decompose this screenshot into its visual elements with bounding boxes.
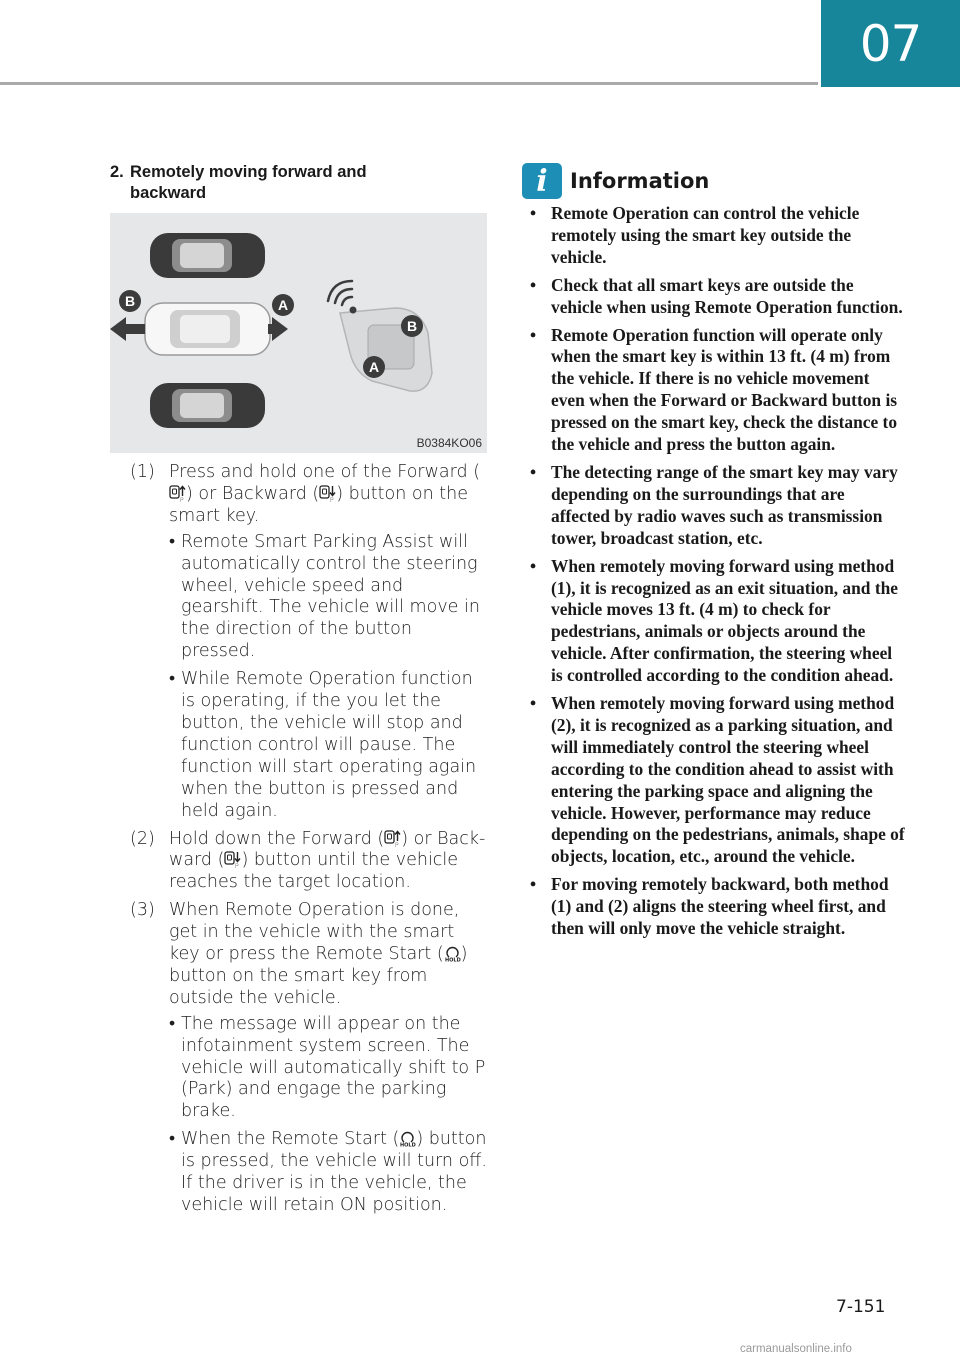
backward-arrow bbox=[110, 317, 145, 341]
list-item-text: When remotely moving forward using method (1), it is recognized as an exit situation, and the vehicle moves 13 ft. (4 m) to check for pedestrians, animals or objects around the vehicle. After confirmation, the steering wheel is controlled according to the condition ahead. bbox=[551, 555, 899, 686]
item-text: Press and hold one of the Forward ( bbox=[169, 462, 481, 482]
sub-bullet: • The message will appear on the infotainment system screen. The vehicle will automatically shift to P (Park) and engage the parking brake. bbox=[169, 1013, 486, 1122]
sub-bullet-text: While Remote Operation function is operating, if the you let the button, the vehicle will stop and function control will pause. The function will start operating again when the button is pressed and held again. bbox=[181, 669, 477, 821]
remote-parking-illustration bbox=[110, 213, 487, 453]
list-item: • When remotely moving forward using method (2), it is recognized as a parking situation, and will immediately control the steering wheel according to the condition ahead to assist with entering the parking space and aligning the vehicle. However, performance may reduce depending on the pedestrians, animals, shape of objects, location, etc., around the vehicle. bbox=[530, 693, 905, 867]
list-item: • Remote Operation can control the vehicle remotely using the smart key outside the vehicle. bbox=[530, 203, 860, 267]
svg-text:P: P bbox=[395, 841, 399, 847]
list-item-text: Remote Operation function will operate only when the smart key is within 13 ft. (4 m) from the vehicle. If there is no vehicle movement even when the Forward or Backward button is pressed on the smart key, check the distance to the vehicle and press the button again. bbox=[551, 324, 898, 455]
signal-waves-icon bbox=[328, 281, 357, 314]
svg-text:B: B bbox=[406, 318, 418, 334]
list-item-text: When remotely moving forward using method (2), it is recognized as a parking situation, and will immediately control the steering wheel according to the condition ahead to assist with entering the parking space and aligning the vehicle. However, performance may reduce depending on the pedestrians, animals, shape of objects, location, etc., around the vehicle. bbox=[551, 693, 905, 867]
information-list bbox=[530, 203, 905, 946]
information-title: Information bbox=[570, 169, 710, 193]
page-number: 7-151 bbox=[836, 1297, 886, 1317]
item-number: (1) bbox=[130, 462, 155, 482]
list-item-text: For moving remotely backward, both method (1) and (2) aligns the steering wheel first, and then will only move the vehicle straight. bbox=[551, 874, 889, 939]
forward-arrow bbox=[268, 317, 288, 341]
procedure-steps bbox=[130, 462, 490, 1223]
sub-bullet-text: Remote Smart Parking Assist will automatically control the steering wheel, vehicle speed and gearshift. The vehicle will move in the direction of the button pressed. bbox=[181, 531, 480, 662]
backward-park-icon bbox=[224, 850, 241, 868]
backward-park-icon bbox=[319, 484, 336, 502]
header-rule bbox=[0, 82, 818, 85]
svg-text:A: A bbox=[277, 297, 289, 313]
svg-text:P: P bbox=[235, 863, 240, 869]
sub-bullet-text: ) button is pressed, the vehicle will turn off. If the driver is in the vehicle, the vehicle will retain ON position. bbox=[181, 1129, 487, 1215]
item-text: ) button on the smart key from outside the vehicle. bbox=[169, 944, 468, 1008]
chapter-tab: 07 bbox=[821, 0, 960, 87]
item-text: ) button until the vehicle reaches the target location. bbox=[169, 850, 459, 893]
item-text: ) or Back-ward ( bbox=[169, 828, 486, 871]
marker-b-car bbox=[119, 290, 141, 312]
marker-b-key bbox=[401, 315, 423, 337]
sub-bullet-text: When the Remote Start ( bbox=[181, 1129, 400, 1150]
remote-start-hold-icon bbox=[399, 1129, 416, 1147]
list-item: • For moving remotely backward, both method (1) and (2) aligns the steering wheel first, and then will only move the vehicle straight. bbox=[530, 874, 889, 939]
marker-a-car bbox=[272, 294, 294, 316]
svg-text:B: B bbox=[124, 293, 136, 309]
svg-text:A: A bbox=[368, 359, 380, 375]
figure-code: B0384KO06 bbox=[416, 436, 482, 450]
sub-bullet: • While Remote Operation function is operating, if the you let the button, the vehicle will stop and function control will pause. The function will start operating again when the button is pressed and held again. bbox=[169, 669, 477, 821]
list-item-text: Check that all smart keys are outside the vehicle when using Remote Operation function. bbox=[551, 274, 903, 317]
list-item: • The detecting range of the smart key may vary depending on the surroundings that are affected by radio waves such as transmission tower, broadcast station, etc. bbox=[530, 461, 898, 548]
information-icon: i bbox=[522, 163, 562, 199]
remote-start-hold-icon bbox=[444, 944, 461, 962]
item-text: ) or Backward ( bbox=[186, 483, 320, 504]
information-heading bbox=[522, 163, 709, 199]
step-title-line1: Remotely moving forward and bbox=[130, 163, 367, 181]
marker-a-key bbox=[363, 356, 385, 378]
svg-text:P: P bbox=[180, 496, 184, 502]
item-text: Hold down the Forward ( bbox=[169, 828, 385, 849]
step-number: 2. bbox=[110, 163, 124, 181]
car-illustration bbox=[110, 213, 487, 453]
item-number: (2) bbox=[130, 828, 155, 849]
procedure-item-2 bbox=[130, 829, 490, 895]
moving-car bbox=[145, 303, 270, 355]
parked-car-top bbox=[150, 233, 265, 278]
svg-text:P: P bbox=[330, 496, 334, 502]
forward-park-icon bbox=[384, 829, 401, 847]
svg-text:HOLD: HOLD bbox=[444, 957, 461, 963]
list-item-text: The detecting range of the smart key may vary depending on the surroundings that are affected by radio waves such as transmission tower, broadcast station, etc. bbox=[551, 461, 898, 548]
list-item: • Remote Operation function will operate only when the smart key is within 13 ft. (4 m) from the vehicle. If there is no vehicle movement even when the Forward or Backward button is pressed on the smart key, check the distance to the vehicle and press the button again. bbox=[530, 324, 898, 455]
item-text: When Remote Operation is done, get in the vehicle with the smart key or press the Remote Start ( bbox=[169, 900, 460, 965]
list-item-text: Remote Operation can control the vehicle remotely using the smart key outside the vehicle. bbox=[551, 203, 860, 267]
item-text: ) button on the smart key. bbox=[169, 483, 468, 526]
step-title-line2: backward bbox=[130, 184, 207, 202]
procedure-item-3 bbox=[130, 900, 490, 1217]
forward-park-icon bbox=[169, 484, 186, 502]
item-number: (3) bbox=[130, 900, 155, 921]
procedure-item-1 bbox=[130, 462, 490, 823]
sub-bullet-text: The message will appear on the infotainment system screen. The vehicle will automatically shift to P (Park) and engage the parking brake. bbox=[181, 1013, 486, 1122]
watermark: carmanualsonline.info bbox=[740, 1343, 852, 1355]
svg-text:HOLD: HOLD bbox=[400, 1142, 417, 1148]
parked-car-bottom bbox=[150, 383, 265, 428]
sub-bullet: • Remote Smart Parking Assist will automatically control the steering wheel, vehicle speed and gearshift. The vehicle will move in the direction of the button pressed. bbox=[169, 531, 480, 662]
list-item: • When remotely moving forward using method (1), it is recognized as an exit situation, and the vehicle moves 13 ft. (4 m) to check for pedestrians, animals or objects around the vehicle. After confirmation, the steering wheel is controlled according to the condition ahead. bbox=[530, 555, 899, 686]
sub-bullet: • When the Remote Start ( HOLD ) button is pressed, the vehicle will turn off. If the driver is in the vehicle, the vehicle will retain ON position. bbox=[169, 1129, 487, 1215]
step-heading bbox=[110, 162, 490, 204]
list-item: • Check that all smart keys are outside the vehicle when using Remote Operation function. bbox=[530, 274, 903, 317]
